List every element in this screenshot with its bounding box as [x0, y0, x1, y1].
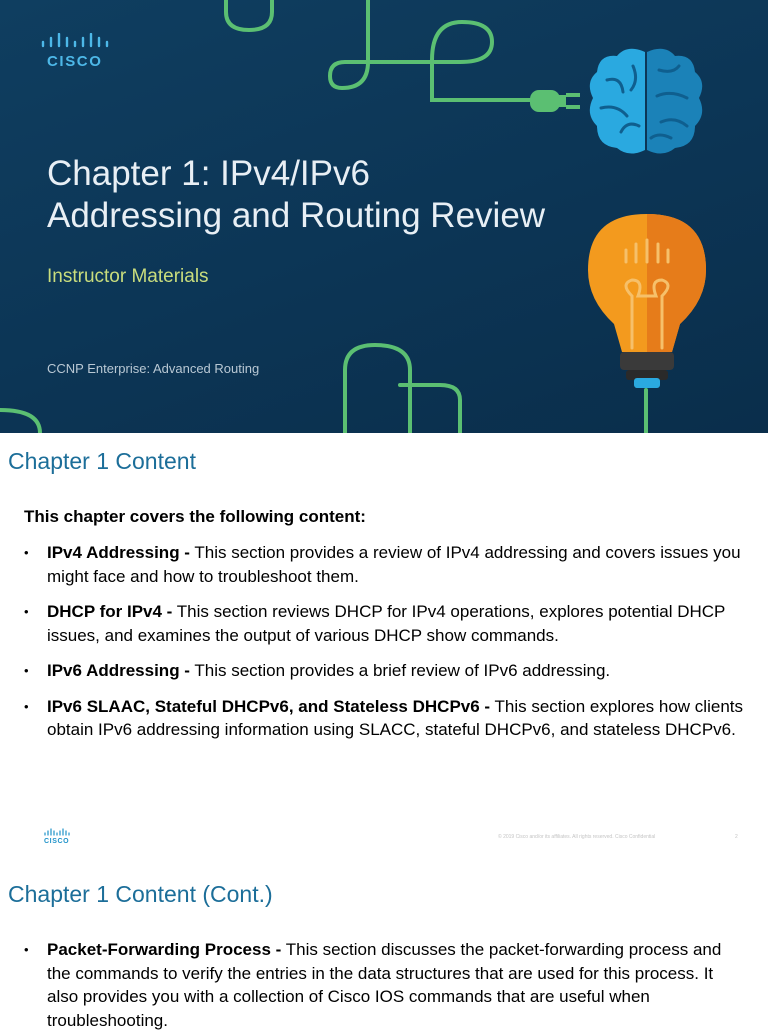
bullet-term: Packet-Forwarding Process - — [47, 940, 282, 959]
list-item — [24, 541, 744, 588]
content-bullet-list — [24, 938, 744, 1032]
presentation-title — [47, 153, 545, 237]
bullet-text: This section discusses the packet-forwarding process and the commands to verify the entries in the data structures that are used for this process. It also provides you with a collection of Cisco IOS commands that are useful when troubleshooting. — [47, 940, 722, 1030]
brain-icon — [587, 46, 705, 158]
title-line-2: Addressing and Routing Review — [47, 196, 546, 235]
bullet-term: IPv6 SLAAC, Stateful DHCPv6, and Stateless DHCPv6 - — [47, 696, 491, 716]
slide-title: Chapter 1 Content (Cont.) — [8, 881, 273, 907]
title-slide — [0, 0, 768, 433]
bullet-text: This section provides a review of IPv4 addressing and covers issues you might face and how to troubleshoot them. — [47, 543, 741, 586]
list-item — [24, 659, 744, 683]
content-bullet-list — [24, 541, 744, 742]
slide-title: Chapter 1 Content — [8, 448, 196, 474]
list-item — [24, 600, 744, 647]
page-number: 2 — [735, 834, 738, 840]
footer-cisco-text: CISCO — [44, 838, 70, 845]
footer-copyright: © 2019 Cisco and/or its affiliates. All rights reserved. Cisco Confidential — [498, 834, 656, 840]
presentation-subtitle: Instructor Materials — [47, 266, 209, 287]
title-line-1: Chapter 1: IPv4/IPv6 — [47, 154, 370, 193]
cisco-logo-icon — [40, 33, 110, 53]
lightbulb-icon — [586, 212, 708, 390]
list-item — [24, 938, 744, 1032]
course-name: CCNP Enterprise: Advanced Routing — [47, 361, 260, 376]
bullet-text: This section provides a brief review of IPv6 addressing. — [189, 661, 611, 680]
footer-cisco-logo-icon — [43, 828, 71, 836]
cisco-logo-text: CISCO — [47, 53, 103, 70]
intro-text: This chapter covers the following content: — [24, 507, 366, 526]
bullet-term: IPv4 Addressing - — [47, 543, 190, 562]
list-item — [24, 695, 744, 742]
bullet-term: DHCP for IPv4 - — [47, 602, 173, 621]
bullet-text: This section reviews DHCP for IPv4 operations, explores potential DHCP issues, and examines the output of various DHCP show commands. — [47, 602, 726, 645]
bullet-term: IPv6 Addressing - — [47, 661, 190, 680]
plug-icon — [528, 86, 582, 116]
bullet-text: This section explores how clients obtain IPv6 addressing information using SLACC, stateful DHCPv6, and stateless DHCPv6. — [47, 696, 743, 739]
